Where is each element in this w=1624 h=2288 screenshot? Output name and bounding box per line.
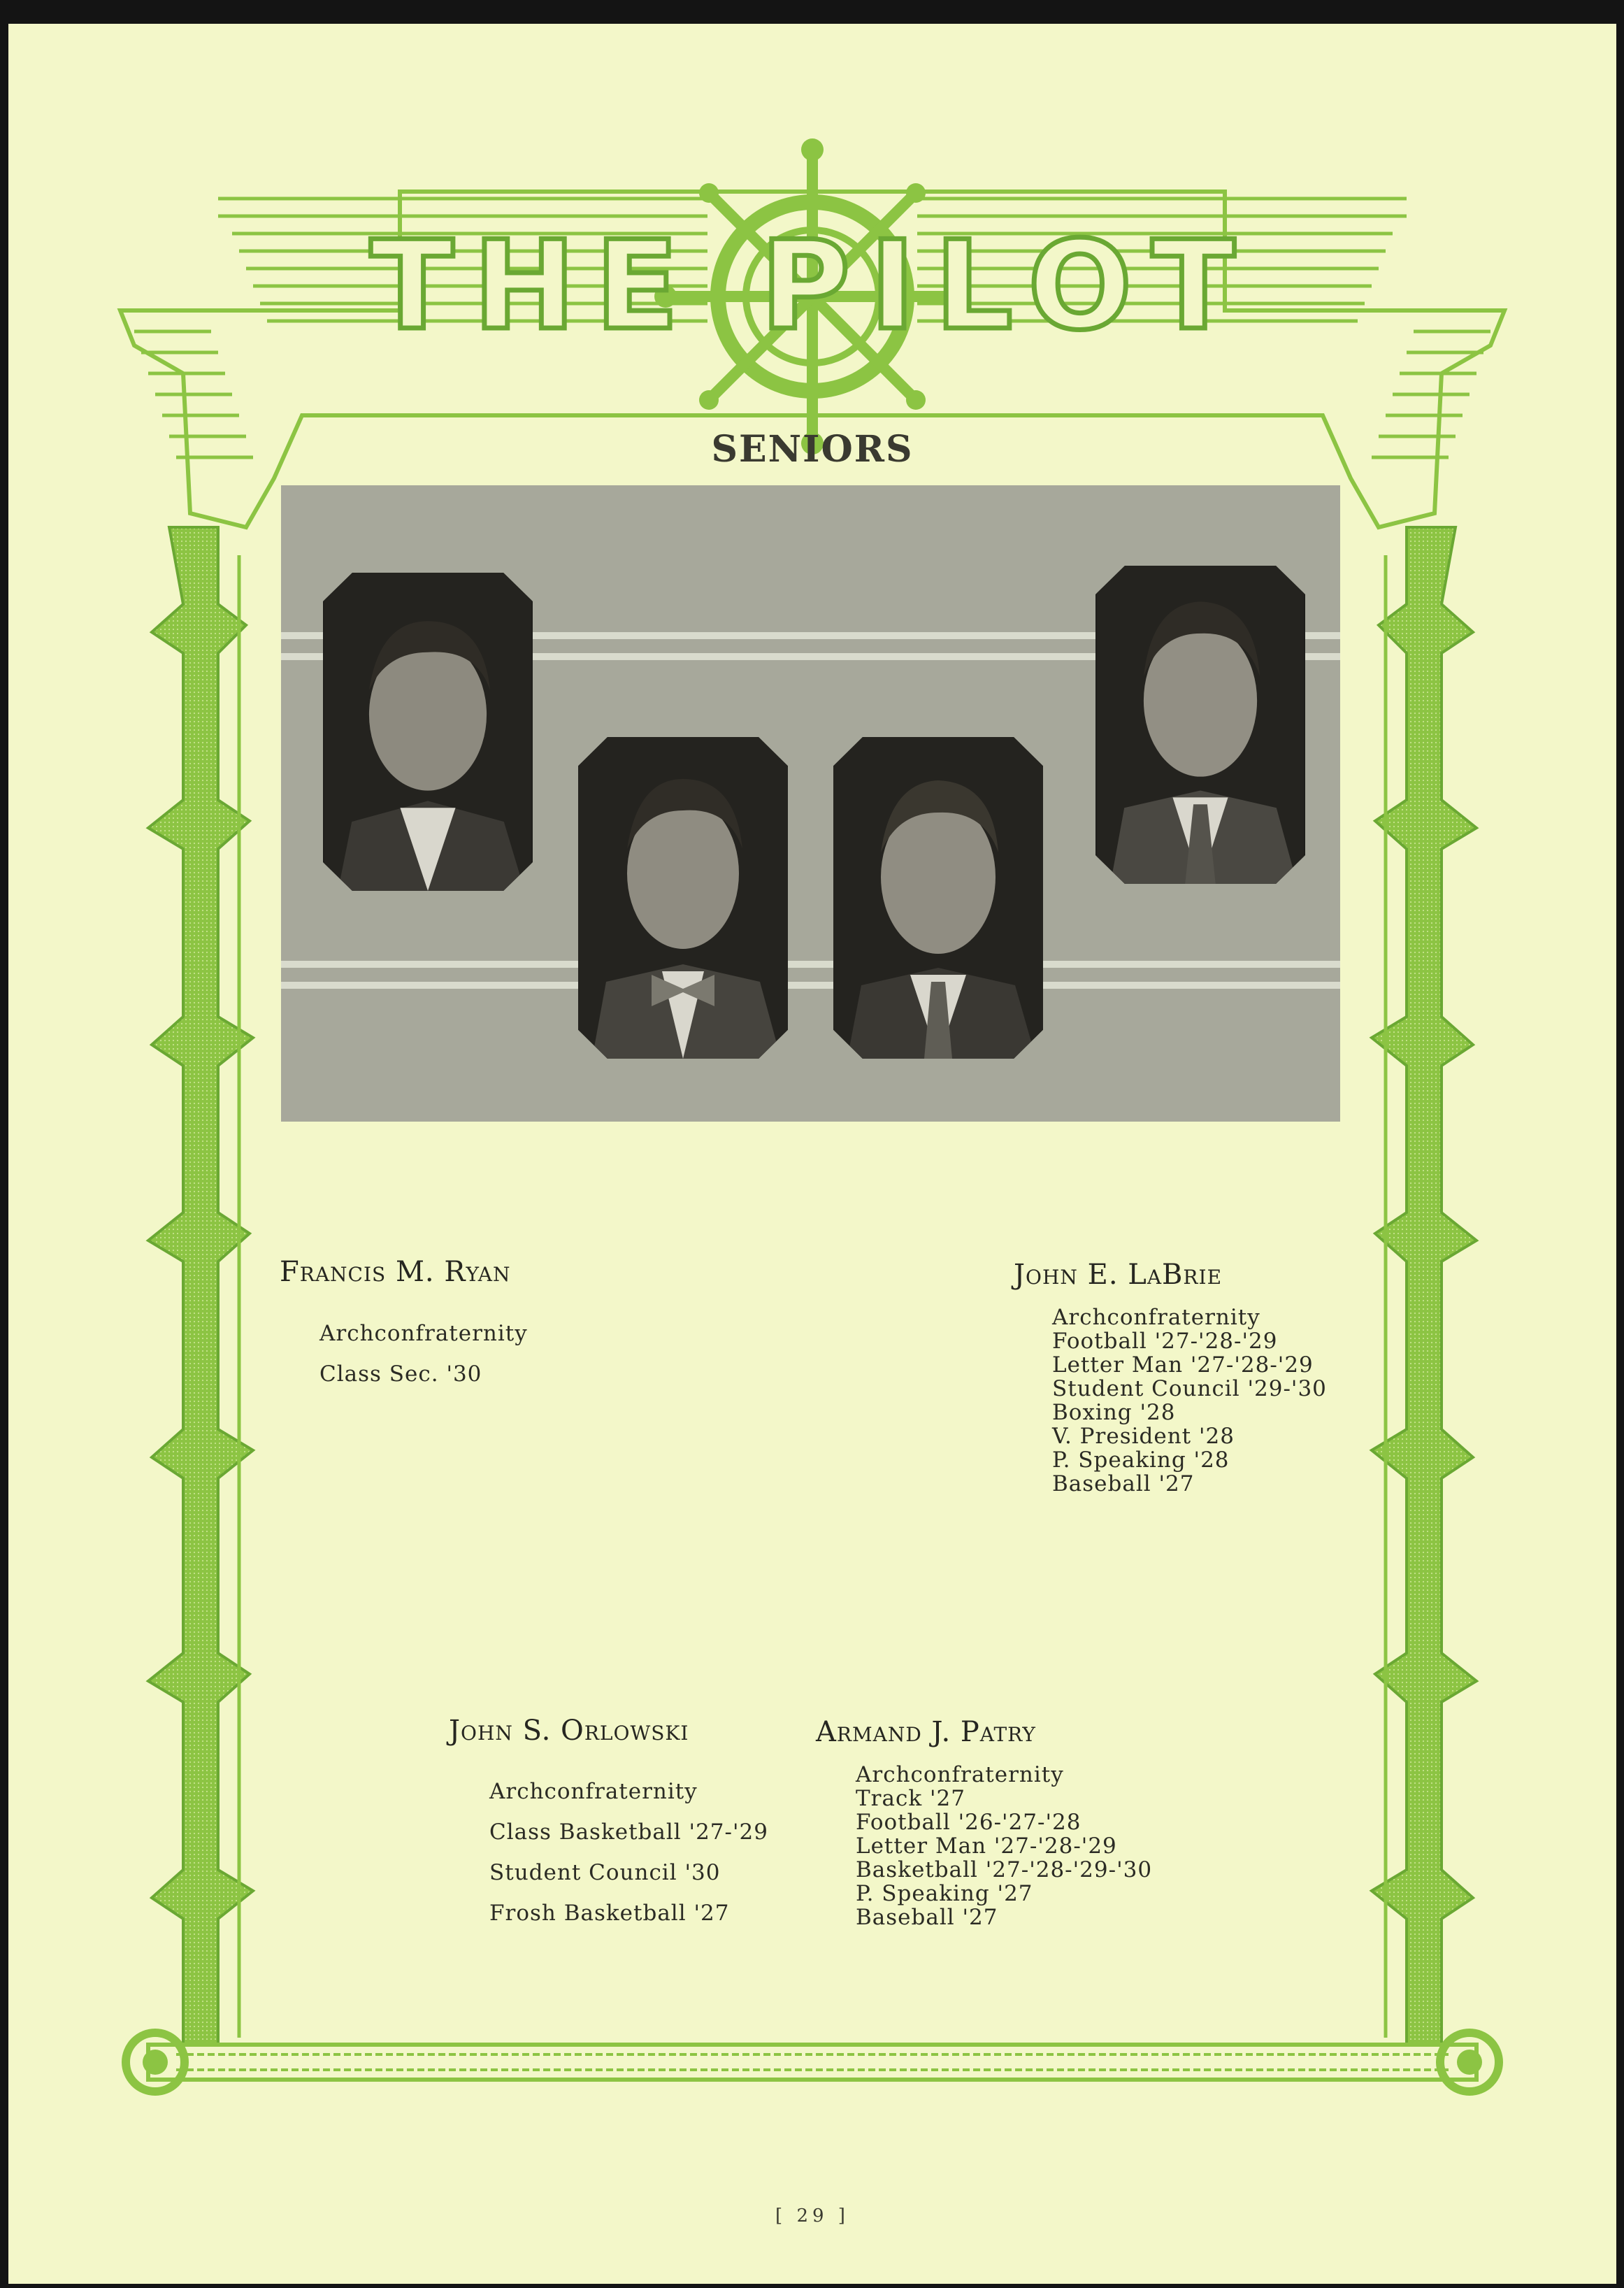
- activities-john-labrie: [1052, 1305, 1327, 1495]
- activity-item: P. Speaking '27: [856, 1881, 1033, 1906]
- yearbook-page: [8, 24, 1616, 2284]
- portrait-armand-patry: [833, 737, 1043, 1059]
- activity-item: Student Council '30: [489, 1860, 721, 1885]
- portrait-john-orlowski: [578, 737, 788, 1059]
- activity-item: Archconfraternity: [856, 1762, 1064, 1787]
- activity-item: Archconfraternity: [489, 1779, 698, 1804]
- portrait-panel: [281, 485, 1340, 1122]
- activity-item: Letter Man '27-'28-'29: [856, 1833, 1117, 1859]
- portrait-john-labrie: [1095, 566, 1305, 884]
- senior-name-john-labrie: John E. LaBrie: [1014, 1259, 1223, 1291]
- activities-francis-ryan: [319, 1321, 528, 1402]
- activity-item: Football '27-'28-'29: [1052, 1329, 1278, 1354]
- activities-john-orlowski: [489, 1779, 768, 1941]
- activity-item: Archconfraternity: [1052, 1305, 1260, 1330]
- activity-item: Basketball '27-'28-'29-'30: [856, 1857, 1153, 1882]
- activity-item: Archconfraternity: [319, 1321, 528, 1346]
- activity-item: Baseball '27: [856, 1905, 998, 1930]
- activity-item: Student Council '29-'30: [1052, 1376, 1327, 1401]
- activity-item: Track '27: [856, 1786, 965, 1811]
- activity-item: Football '26-'27-'28: [856, 1810, 1082, 1835]
- senior-name-francis-ryan: Francis M. Ryan: [280, 1256, 511, 1288]
- activity-item: Baseball '27: [1052, 1471, 1195, 1496]
- activity-item: Letter Man '27-'28-'29: [1052, 1352, 1314, 1378]
- page-number: [ 29 ]: [775, 2205, 849, 2226]
- activity-item: Class Basketball '27-'29: [489, 1819, 768, 1845]
- activity-item: Class Sec. '30: [319, 1361, 482, 1387]
- activity-item: V. President '28: [1052, 1424, 1235, 1449]
- activities-armand-patry: [856, 1762, 1152, 1929]
- activity-item: Frosh Basketball '27: [489, 1901, 730, 1926]
- senior-name-armand-patry: Armand J. Patry: [816, 1716, 1036, 1748]
- portrait-francis-ryan: [323, 573, 533, 891]
- activity-item: Boxing '28: [1052, 1400, 1176, 1425]
- banner-title: [8, 24, 1616, 387]
- activity-item: P. Speaking '28: [1052, 1447, 1230, 1473]
- section-title: SENIORS: [711, 428, 914, 471]
- title-text: THE PILOT: [370, 215, 1255, 357]
- senior-name-john-orlowski: John S. Orlowski: [449, 1715, 689, 1747]
